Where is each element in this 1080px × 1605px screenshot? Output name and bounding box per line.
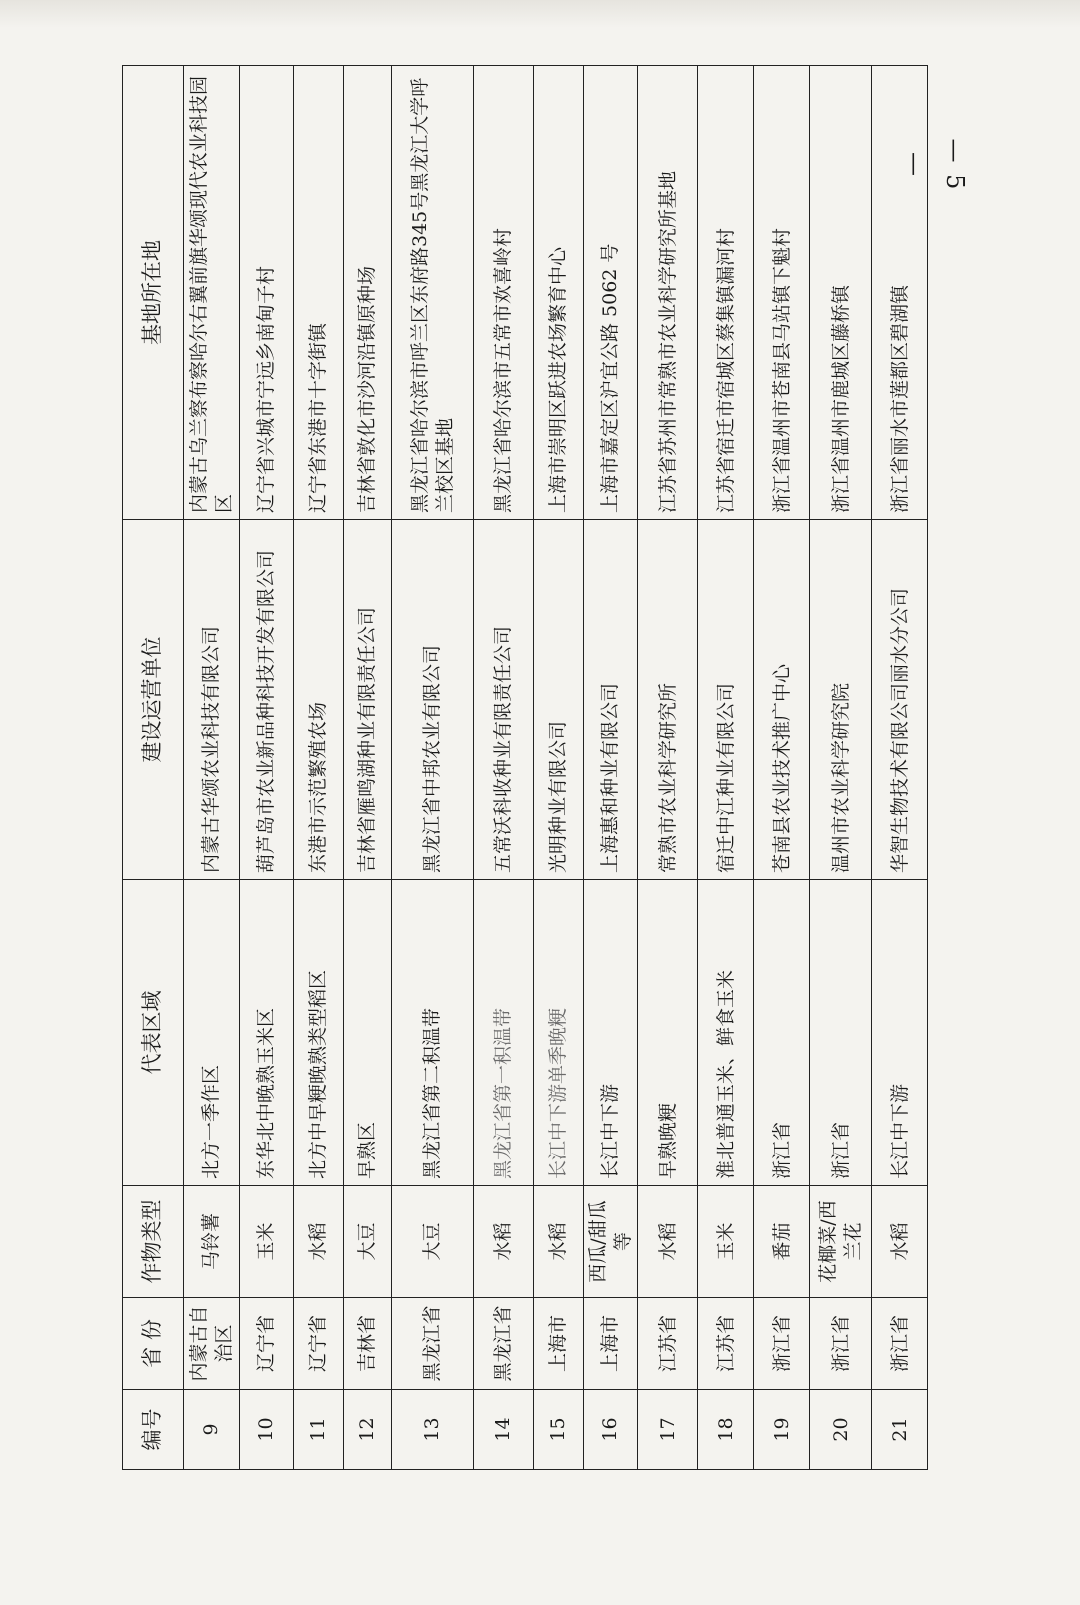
- base-table: [122, 65, 928, 1470]
- cell-crop: 马铃薯: [184, 1186, 240, 1298]
- cell-location: 江苏省苏州市常熟市农业科学研究所基地: [638, 66, 698, 520]
- cell-crop: 花椰菜/西兰花: [810, 1186, 872, 1298]
- cell-province: 辽宁省: [294, 1298, 344, 1390]
- header-crop: 作物类型: [123, 1186, 184, 1298]
- cell-no: 18: [698, 1390, 754, 1470]
- cell-no: 13: [392, 1390, 474, 1470]
- cell-province: 上海市: [534, 1298, 584, 1390]
- table-row: [872, 66, 928, 1470]
- cell-unit: 光明种业有限公司: [534, 520, 584, 880]
- cell-no: 19: [754, 1390, 810, 1470]
- cell-unit: 常熟市农业科学研究所: [638, 520, 698, 880]
- cell-area: 浙江省: [754, 880, 810, 1186]
- cell-area: 北方中早粳晚熟类型稻区: [294, 880, 344, 1186]
- cell-crop: 玉米: [240, 1186, 294, 1298]
- cell-unit: 上海惠和种业有限公司: [584, 520, 638, 880]
- cell-area: 长江中下游单季晚粳: [534, 880, 584, 1186]
- header-unit: 建设运营单位: [123, 520, 184, 880]
- cell-province: 黑龙江省: [474, 1298, 534, 1390]
- cell-province: 江苏省: [698, 1298, 754, 1390]
- cell-area: 长江中下游: [584, 880, 638, 1186]
- cell-location: 浙江省温州市鹿城区藤桥镇: [810, 66, 872, 520]
- cell-area: 北方一季作区: [184, 880, 240, 1186]
- cell-location: 浙江省温州市苍南县马站镇下魁村: [754, 66, 810, 520]
- cell-province: 浙江省: [810, 1298, 872, 1390]
- cell-area: 黑龙江省第二积温带: [392, 880, 474, 1186]
- table-row: [534, 66, 584, 1470]
- table-row: [810, 66, 872, 1470]
- cell-crop: 水稻: [534, 1186, 584, 1298]
- table-row: [584, 66, 638, 1470]
- table-row: [698, 66, 754, 1470]
- base-table-wrapper: [122, 66, 920, 1470]
- cell-location: 黑龙江省哈尔滨市呼兰区东府路345号黑龙江大学呼兰校区基地: [392, 66, 474, 520]
- header-no: 编号: [123, 1390, 184, 1470]
- cell-province: 浙江省: [872, 1298, 928, 1390]
- cell-crop: 水稻: [638, 1186, 698, 1298]
- cell-no: 14: [474, 1390, 534, 1470]
- cell-area: 早熟区: [344, 880, 392, 1186]
- cell-province: 浙江省: [754, 1298, 810, 1390]
- cell-location: 江苏省宿迁市宿城区蔡集镇漏河村: [698, 66, 754, 520]
- table-row: [754, 66, 810, 1470]
- cell-area: 东华北中晚熟玉米区: [240, 880, 294, 1186]
- cell-unit: 宿迁中江种业有限公司: [698, 520, 754, 880]
- cell-no: 11: [294, 1390, 344, 1470]
- table-row: [240, 66, 294, 1470]
- page-number: — 5 —: [901, 138, 969, 192]
- cell-province: 上海市: [584, 1298, 638, 1390]
- cell-unit: 五常沃科收种业有限责任公司: [474, 520, 534, 880]
- cell-unit: 内蒙古华颂农业科技有限公司: [184, 520, 240, 880]
- cell-no: 10: [240, 1390, 294, 1470]
- cell-no: 16: [584, 1390, 638, 1470]
- cell-unit: 东港市示范繁殖农场: [294, 520, 344, 880]
- header-area: 代表区域: [123, 880, 184, 1186]
- cell-area: 淮北普通玉米、鲜食玉米: [698, 880, 754, 1186]
- table-row: [392, 66, 474, 1470]
- cell-location: 黑龙江省哈尔滨市五常市欢喜岭村: [474, 66, 534, 520]
- table-header-row: [123, 66, 184, 1470]
- cell-unit: 华智生物技术有限公司丽水分公司: [872, 520, 928, 880]
- header-location: 基地所在地: [123, 66, 184, 520]
- table-row: [294, 66, 344, 1470]
- cell-crop: 水稻: [474, 1186, 534, 1298]
- table-row: [184, 66, 240, 1470]
- cell-unit: 黑龙江省中邦农业有限公司: [392, 520, 474, 880]
- cell-province: 内蒙古自治区: [184, 1298, 240, 1390]
- cell-province: 辽宁省: [240, 1298, 294, 1390]
- table-row: [474, 66, 534, 1470]
- cell-crop: 水稻: [872, 1186, 928, 1298]
- scan-shadow: [0, 0, 1080, 28]
- cell-crop: 西瓜/甜瓜等: [584, 1186, 638, 1298]
- cell-crop: 玉米: [698, 1186, 754, 1298]
- cell-no: 17: [638, 1390, 698, 1470]
- cell-unit: 温州市农业科学研究院: [810, 520, 872, 880]
- cell-location: 浙江省丽水市莲都区碧湖镇: [872, 66, 928, 520]
- cell-crop: 大豆: [344, 1186, 392, 1298]
- cell-province: 江苏省: [638, 1298, 698, 1390]
- cell-crop: 大豆: [392, 1186, 474, 1298]
- table-row: [638, 66, 698, 1470]
- cell-unit: 苍南县农业技术推广中心: [754, 520, 810, 880]
- cell-province: 吉林省: [344, 1298, 392, 1390]
- cell-area: 浙江省: [810, 880, 872, 1186]
- cell-crop: 番茄: [754, 1186, 810, 1298]
- cell-area: 长江中下游: [872, 880, 928, 1186]
- header-province: 省 份: [123, 1298, 184, 1390]
- cell-no: 21: [872, 1390, 928, 1470]
- cell-province: 黑龙江省: [392, 1298, 474, 1390]
- cell-crop: 水稻: [294, 1186, 344, 1298]
- table-row: [344, 66, 392, 1470]
- cell-no: 9: [184, 1390, 240, 1470]
- cell-no: 20: [810, 1390, 872, 1470]
- cell-location: 上海市嘉定区沪宜公路 5062 号: [584, 66, 638, 520]
- cell-no: 15: [534, 1390, 584, 1470]
- cell-location: 辽宁省兴城市宁远乡南甸子村: [240, 66, 294, 520]
- cell-unit: 吉林省雁鸣湖种业有限责任公司: [344, 520, 392, 880]
- cell-location: 辽宁省东港市十字街镇: [294, 66, 344, 520]
- cell-area: 早熟晚粳: [638, 880, 698, 1186]
- cell-location: 上海市崇明区跃进农场繁育中心: [534, 66, 584, 520]
- cell-location: 吉林省敦化市沙河沿镇原种场: [344, 66, 392, 520]
- cell-area: 黑龙江省第一积温带: [474, 880, 534, 1186]
- cell-unit: 葫芦岛市农业新品种科技开发有限公司: [240, 520, 294, 880]
- cell-location: 内蒙古乌兰察布察哈尔右翼前旗华颂现代农业科技园区: [184, 66, 240, 520]
- cell-no: 12: [344, 1390, 392, 1470]
